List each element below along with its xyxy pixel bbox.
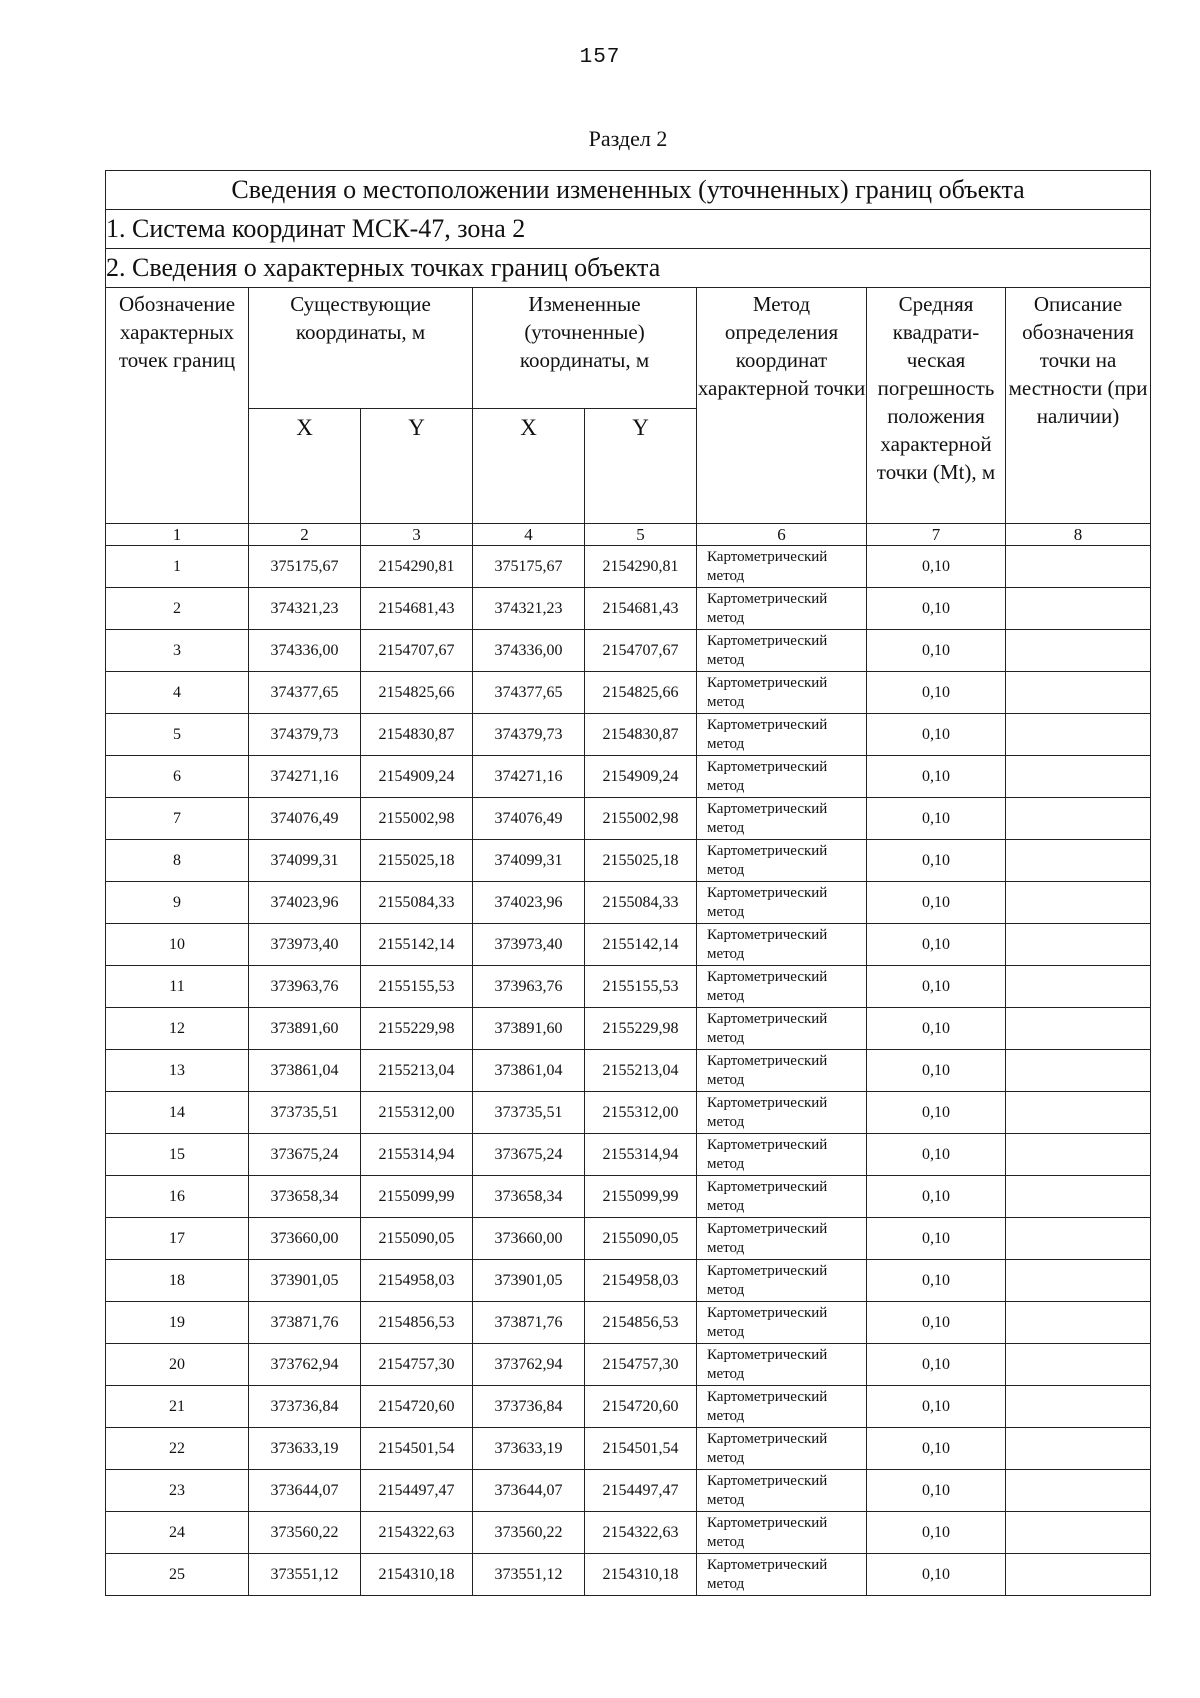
mean-error-cell: 0,10 bbox=[867, 1428, 1006, 1470]
table-row bbox=[106, 1050, 1151, 1092]
table-row bbox=[106, 588, 1151, 630]
mean-error-cell: 0,10 bbox=[867, 1344, 1006, 1386]
column-number: 7 bbox=[867, 524, 1006, 546]
changed-y-cell: 2155312,00 bbox=[585, 1092, 697, 1134]
changed-y-cell: 2155090,05 bbox=[585, 1218, 697, 1260]
description-cell bbox=[1006, 1554, 1151, 1596]
table-row bbox=[106, 1554, 1151, 1596]
point-number-cell: 14 bbox=[106, 1092, 249, 1134]
existing-x-cell: 373560,22 bbox=[249, 1512, 361, 1554]
table-row bbox=[106, 1260, 1151, 1302]
changed-y-cell: 2155084,33 bbox=[585, 882, 697, 924]
changed-x-cell: 373560,22 bbox=[473, 1512, 585, 1554]
table-row bbox=[106, 756, 1151, 798]
description-cell bbox=[1006, 1050, 1151, 1092]
changed-x-cell: 374336,00 bbox=[473, 630, 585, 672]
description-cell bbox=[1006, 840, 1151, 882]
header-existing-y: Y bbox=[361, 409, 473, 524]
existing-y-cell: 2154720,60 bbox=[361, 1386, 473, 1428]
existing-x-cell: 373963,76 bbox=[249, 966, 361, 1008]
description-cell bbox=[1006, 756, 1151, 798]
table-title: Сведения о местоположении измененных (уточненных) границ объекта bbox=[106, 171, 1151, 210]
point-number-cell: 13 bbox=[106, 1050, 249, 1092]
point-number-cell: 19 bbox=[106, 1302, 249, 1344]
mean-error-cell: 0,10 bbox=[867, 756, 1006, 798]
mean-error-cell: 0,10 bbox=[867, 798, 1006, 840]
existing-x-cell: 374377,65 bbox=[249, 672, 361, 714]
existing-y-cell: 2154322,63 bbox=[361, 1512, 473, 1554]
changed-x-cell: 374023,96 bbox=[473, 882, 585, 924]
existing-x-cell: 374336,00 bbox=[249, 630, 361, 672]
existing-y-cell: 2154757,30 bbox=[361, 1344, 473, 1386]
table-row bbox=[106, 882, 1151, 924]
method-cell: Картометрический метод bbox=[697, 1470, 867, 1512]
table-row bbox=[106, 546, 1151, 588]
coordinate-system-heading: 1. Система координат МСК-47, зона 2 bbox=[106, 210, 1151, 249]
changed-y-cell: 2155025,18 bbox=[585, 840, 697, 882]
table-row bbox=[106, 1092, 1151, 1134]
boundary-points-table bbox=[105, 170, 1151, 1596]
table-row bbox=[106, 798, 1151, 840]
existing-x-cell: 374321,23 bbox=[249, 588, 361, 630]
changed-x-cell: 373658,34 bbox=[473, 1176, 585, 1218]
header-point-designation: Обозначение характерных точек границ bbox=[106, 288, 249, 524]
changed-y-cell: 2154322,63 bbox=[585, 1512, 697, 1554]
existing-y-cell: 2154825,66 bbox=[361, 672, 473, 714]
existing-x-cell: 373901,05 bbox=[249, 1260, 361, 1302]
existing-x-cell: 373633,19 bbox=[249, 1428, 361, 1470]
method-cell: Картометрический метод bbox=[697, 714, 867, 756]
existing-y-cell: 2155213,04 bbox=[361, 1050, 473, 1092]
point-number-cell: 12 bbox=[106, 1008, 249, 1050]
method-cell: Картометрический метод bbox=[697, 1050, 867, 1092]
column-number: 3 bbox=[361, 524, 473, 546]
changed-y-cell: 2154707,67 bbox=[585, 630, 697, 672]
existing-x-cell: 373551,12 bbox=[249, 1554, 361, 1596]
existing-y-cell: 2154497,47 bbox=[361, 1470, 473, 1512]
changed-x-cell: 373861,04 bbox=[473, 1050, 585, 1092]
changed-x-cell: 373633,19 bbox=[473, 1428, 585, 1470]
method-cell: Картометрический метод bbox=[697, 882, 867, 924]
method-cell: Картометрический метод bbox=[697, 1344, 867, 1386]
header-changed-x: X bbox=[473, 409, 585, 524]
mean-error-cell: 0,10 bbox=[867, 1260, 1006, 1302]
mean-error-cell: 0,10 bbox=[867, 1386, 1006, 1428]
table-row bbox=[106, 1134, 1151, 1176]
method-cell: Картометрический метод bbox=[697, 1260, 867, 1302]
existing-x-cell: 374099,31 bbox=[249, 840, 361, 882]
header-changed-y: Y bbox=[585, 409, 697, 524]
description-cell bbox=[1006, 1344, 1151, 1386]
existing-y-cell: 2155229,98 bbox=[361, 1008, 473, 1050]
description-cell bbox=[1006, 1302, 1151, 1344]
table-row bbox=[106, 924, 1151, 966]
column-number: 6 bbox=[697, 524, 867, 546]
point-number-cell: 7 bbox=[106, 798, 249, 840]
mean-error-cell: 0,10 bbox=[867, 1554, 1006, 1596]
mean-error-cell: 0,10 bbox=[867, 1470, 1006, 1512]
existing-x-cell: 373660,00 bbox=[249, 1218, 361, 1260]
column-number: 2 bbox=[249, 524, 361, 546]
description-cell bbox=[1006, 1428, 1151, 1470]
changed-y-cell: 2155099,99 bbox=[585, 1176, 697, 1218]
table-row bbox=[106, 1344, 1151, 1386]
changed-y-cell: 2154825,66 bbox=[585, 672, 697, 714]
existing-x-cell: 373973,40 bbox=[249, 924, 361, 966]
column-number: 8 bbox=[1006, 524, 1151, 546]
existing-y-cell: 2154290,81 bbox=[361, 546, 473, 588]
changed-y-cell: 2155002,98 bbox=[585, 798, 697, 840]
table-row bbox=[106, 1470, 1151, 1512]
changed-x-cell: 373735,51 bbox=[473, 1092, 585, 1134]
changed-y-cell: 2154856,53 bbox=[585, 1302, 697, 1344]
description-cell bbox=[1006, 966, 1151, 1008]
point-number-cell: 15 bbox=[106, 1134, 249, 1176]
point-number-cell: 1 bbox=[106, 546, 249, 588]
header-changed-coordinates: Измененные (уточненные) координаты, м bbox=[473, 288, 697, 409]
existing-x-cell: 373675,24 bbox=[249, 1134, 361, 1176]
method-cell: Картометрический метод bbox=[697, 588, 867, 630]
existing-y-cell: 2155312,00 bbox=[361, 1092, 473, 1134]
changed-x-cell: 375175,67 bbox=[473, 546, 585, 588]
method-cell: Картометрический метод bbox=[697, 1134, 867, 1176]
description-cell bbox=[1006, 672, 1151, 714]
point-number-cell: 11 bbox=[106, 966, 249, 1008]
existing-x-cell: 375175,67 bbox=[249, 546, 361, 588]
mean-error-cell: 0,10 bbox=[867, 1134, 1006, 1176]
mean-error-cell: 0,10 bbox=[867, 1302, 1006, 1344]
point-number-cell: 22 bbox=[106, 1428, 249, 1470]
description-cell bbox=[1006, 924, 1151, 966]
table-row bbox=[106, 672, 1151, 714]
changed-x-cell: 373891,60 bbox=[473, 1008, 585, 1050]
description-cell bbox=[1006, 1092, 1151, 1134]
mean-error-cell: 0,10 bbox=[867, 1176, 1006, 1218]
table-row bbox=[106, 1386, 1151, 1428]
changed-x-cell: 374271,16 bbox=[473, 756, 585, 798]
point-number-cell: 16 bbox=[106, 1176, 249, 1218]
changed-x-cell: 374076,49 bbox=[473, 798, 585, 840]
existing-x-cell: 373891,60 bbox=[249, 1008, 361, 1050]
method-cell: Картометрический метод bbox=[697, 1428, 867, 1470]
description-cell bbox=[1006, 630, 1151, 672]
changed-x-cell: 373736,84 bbox=[473, 1386, 585, 1428]
method-cell: Картометрический метод bbox=[697, 798, 867, 840]
changed-y-cell: 2154681,43 bbox=[585, 588, 697, 630]
existing-x-cell: 373861,04 bbox=[249, 1050, 361, 1092]
column-number: 1 bbox=[106, 524, 249, 546]
changed-y-cell: 2155314,94 bbox=[585, 1134, 697, 1176]
table-row bbox=[106, 1428, 1151, 1470]
method-cell: Картометрический метод bbox=[697, 1176, 867, 1218]
table-row bbox=[106, 1008, 1151, 1050]
header-existing-x: X bbox=[249, 409, 361, 524]
description-cell bbox=[1006, 1134, 1151, 1176]
method-cell: Картометрический метод bbox=[697, 1302, 867, 1344]
changed-y-cell: 2154290,81 bbox=[585, 546, 697, 588]
table-row bbox=[106, 630, 1151, 672]
existing-x-cell: 373736,84 bbox=[249, 1386, 361, 1428]
method-cell: Картометрический метод bbox=[697, 966, 867, 1008]
changed-x-cell: 374321,23 bbox=[473, 588, 585, 630]
description-cell bbox=[1006, 588, 1151, 630]
point-number-cell: 2 bbox=[106, 588, 249, 630]
description-cell bbox=[1006, 882, 1151, 924]
existing-x-cell: 373762,94 bbox=[249, 1344, 361, 1386]
changed-x-cell: 373762,94 bbox=[473, 1344, 585, 1386]
method-cell: Картометрический метод bbox=[697, 672, 867, 714]
changed-y-cell: 2155155,53 bbox=[585, 966, 697, 1008]
changed-y-cell: 2154909,24 bbox=[585, 756, 697, 798]
column-number-row bbox=[106, 524, 1151, 546]
method-cell: Картометрический метод bbox=[697, 1008, 867, 1050]
changed-x-cell: 373660,00 bbox=[473, 1218, 585, 1260]
section-label: Раздел 2 bbox=[588, 126, 668, 151]
existing-x-cell: 373871,76 bbox=[249, 1302, 361, 1344]
changed-y-cell: 2154310,18 bbox=[585, 1554, 697, 1596]
method-cell: Картометрический метод bbox=[697, 1554, 867, 1596]
point-number-cell: 9 bbox=[106, 882, 249, 924]
existing-y-cell: 2155090,05 bbox=[361, 1218, 473, 1260]
changed-x-cell: 373973,40 bbox=[473, 924, 585, 966]
mean-error-cell: 0,10 bbox=[867, 1008, 1006, 1050]
point-number-cell: 25 bbox=[106, 1554, 249, 1596]
changed-y-cell: 2155229,98 bbox=[585, 1008, 697, 1050]
existing-y-cell: 2154856,53 bbox=[361, 1302, 473, 1344]
existing-y-cell: 2155002,98 bbox=[361, 798, 473, 840]
method-cell: Картометрический метод bbox=[697, 756, 867, 798]
mean-error-cell: 0,10 bbox=[867, 966, 1006, 1008]
description-cell bbox=[1006, 714, 1151, 756]
changed-y-cell: 2154720,60 bbox=[585, 1386, 697, 1428]
changed-x-cell: 373644,07 bbox=[473, 1470, 585, 1512]
description-cell bbox=[1006, 1008, 1151, 1050]
point-number-cell: 21 bbox=[106, 1386, 249, 1428]
changed-x-cell: 374377,65 bbox=[473, 672, 585, 714]
point-number-cell: 18 bbox=[106, 1260, 249, 1302]
header-method: Метод определения координат характерной точки bbox=[697, 288, 867, 524]
point-number-cell: 23 bbox=[106, 1470, 249, 1512]
table-row bbox=[106, 1302, 1151, 1344]
method-cell: Картометрический метод bbox=[697, 1218, 867, 1260]
mean-error-cell: 0,10 bbox=[867, 1050, 1006, 1092]
mean-error-cell: 0,10 bbox=[867, 714, 1006, 756]
method-cell: Картометрический метод bbox=[697, 1512, 867, 1554]
existing-x-cell: 373735,51 bbox=[249, 1092, 361, 1134]
mean-error-cell: 0,10 bbox=[867, 882, 1006, 924]
description-cell bbox=[1006, 1386, 1151, 1428]
mean-error-cell: 0,10 bbox=[867, 630, 1006, 672]
description-cell bbox=[1006, 798, 1151, 840]
method-cell: Картометрический метод bbox=[697, 630, 867, 672]
mean-error-cell: 0,10 bbox=[867, 672, 1006, 714]
changed-x-cell: 373551,12 bbox=[473, 1554, 585, 1596]
points-section-heading: 2. Сведения о характерных точках границ объекта bbox=[106, 249, 1151, 288]
table-row bbox=[106, 1218, 1151, 1260]
point-number-cell: 10 bbox=[106, 924, 249, 966]
existing-y-cell: 2155025,18 bbox=[361, 840, 473, 882]
mean-error-cell: 0,10 bbox=[867, 924, 1006, 966]
existing-y-cell: 2154830,87 bbox=[361, 714, 473, 756]
point-number-cell: 20 bbox=[106, 1344, 249, 1386]
changed-x-cell: 373963,76 bbox=[473, 966, 585, 1008]
point-number-cell: 3 bbox=[106, 630, 249, 672]
mean-error-cell: 0,10 bbox=[867, 1092, 1006, 1134]
existing-y-cell: 2154909,24 bbox=[361, 756, 473, 798]
method-cell: Картометрический метод bbox=[697, 546, 867, 588]
mean-error-cell: 0,10 bbox=[867, 1512, 1006, 1554]
column-number: 4 bbox=[473, 524, 585, 546]
existing-y-cell: 2154681,43 bbox=[361, 588, 473, 630]
existing-x-cell: 373644,07 bbox=[249, 1470, 361, 1512]
changed-x-cell: 374379,73 bbox=[473, 714, 585, 756]
changed-y-cell: 2154830,87 bbox=[585, 714, 697, 756]
changed-y-cell: 2154497,47 bbox=[585, 1470, 697, 1512]
existing-x-cell: 374271,16 bbox=[249, 756, 361, 798]
changed-y-cell: 2154757,30 bbox=[585, 1344, 697, 1386]
existing-x-cell: 374076,49 bbox=[249, 798, 361, 840]
description-cell bbox=[1006, 1260, 1151, 1302]
point-number-cell: 4 bbox=[106, 672, 249, 714]
page-number: 157 bbox=[579, 46, 621, 69]
description-cell bbox=[1006, 1218, 1151, 1260]
existing-y-cell: 2155314,94 bbox=[361, 1134, 473, 1176]
point-number-cell: 6 bbox=[106, 756, 249, 798]
point-number-cell: 8 bbox=[106, 840, 249, 882]
existing-y-cell: 2154310,18 bbox=[361, 1554, 473, 1596]
description-cell bbox=[1006, 1512, 1151, 1554]
description-cell bbox=[1006, 1470, 1151, 1512]
mean-error-cell: 0,10 bbox=[867, 588, 1006, 630]
changed-y-cell: 2154958,03 bbox=[585, 1260, 697, 1302]
existing-y-cell: 2155142,14 bbox=[361, 924, 473, 966]
description-cell bbox=[1006, 1176, 1151, 1218]
column-number: 5 bbox=[585, 524, 697, 546]
table-row bbox=[106, 966, 1151, 1008]
existing-y-cell: 2154501,54 bbox=[361, 1428, 473, 1470]
mean-error-cell: 0,10 bbox=[867, 1218, 1006, 1260]
method-cell: Картометрический метод bbox=[697, 840, 867, 882]
point-number-cell: 24 bbox=[106, 1512, 249, 1554]
changed-x-cell: 373901,05 bbox=[473, 1260, 585, 1302]
changed-y-cell: 2155142,14 bbox=[585, 924, 697, 966]
existing-y-cell: 2155084,33 bbox=[361, 882, 473, 924]
existing-y-cell: 2155099,99 bbox=[361, 1176, 473, 1218]
existing-y-cell: 2154707,67 bbox=[361, 630, 473, 672]
method-cell: Картометрический метод bbox=[697, 1092, 867, 1134]
existing-y-cell: 2155155,53 bbox=[361, 966, 473, 1008]
mean-error-cell: 0,10 bbox=[867, 546, 1006, 588]
method-cell: Картометрический метод bbox=[697, 1386, 867, 1428]
existing-x-cell: 374379,73 bbox=[249, 714, 361, 756]
header-existing-coordinates: Существующие координаты, м bbox=[249, 288, 473, 409]
header-description: Описание обозначения точки на местности (при наличии) bbox=[1006, 288, 1151, 524]
existing-x-cell: 373658,34 bbox=[249, 1176, 361, 1218]
table-row bbox=[106, 1176, 1151, 1218]
header-mean-error: Средняя квадрати- ческая погрешность положения характерной точки (Mt), м bbox=[867, 288, 1006, 524]
changed-x-cell: 373871,76 bbox=[473, 1302, 585, 1344]
changed-y-cell: 2155213,04 bbox=[585, 1050, 697, 1092]
changed-y-cell: 2154501,54 bbox=[585, 1428, 697, 1470]
changed-x-cell: 373675,24 bbox=[473, 1134, 585, 1176]
existing-x-cell: 374023,96 bbox=[249, 882, 361, 924]
mean-error-cell: 0,10 bbox=[867, 840, 1006, 882]
table-row bbox=[106, 714, 1151, 756]
point-number-cell: 5 bbox=[106, 714, 249, 756]
method-cell: Картометрический метод bbox=[697, 924, 867, 966]
point-number-cell: 17 bbox=[106, 1218, 249, 1260]
changed-x-cell: 374099,31 bbox=[473, 840, 585, 882]
table-row bbox=[106, 1512, 1151, 1554]
table-row bbox=[106, 840, 1151, 882]
existing-y-cell: 2154958,03 bbox=[361, 1260, 473, 1302]
description-cell bbox=[1006, 546, 1151, 588]
